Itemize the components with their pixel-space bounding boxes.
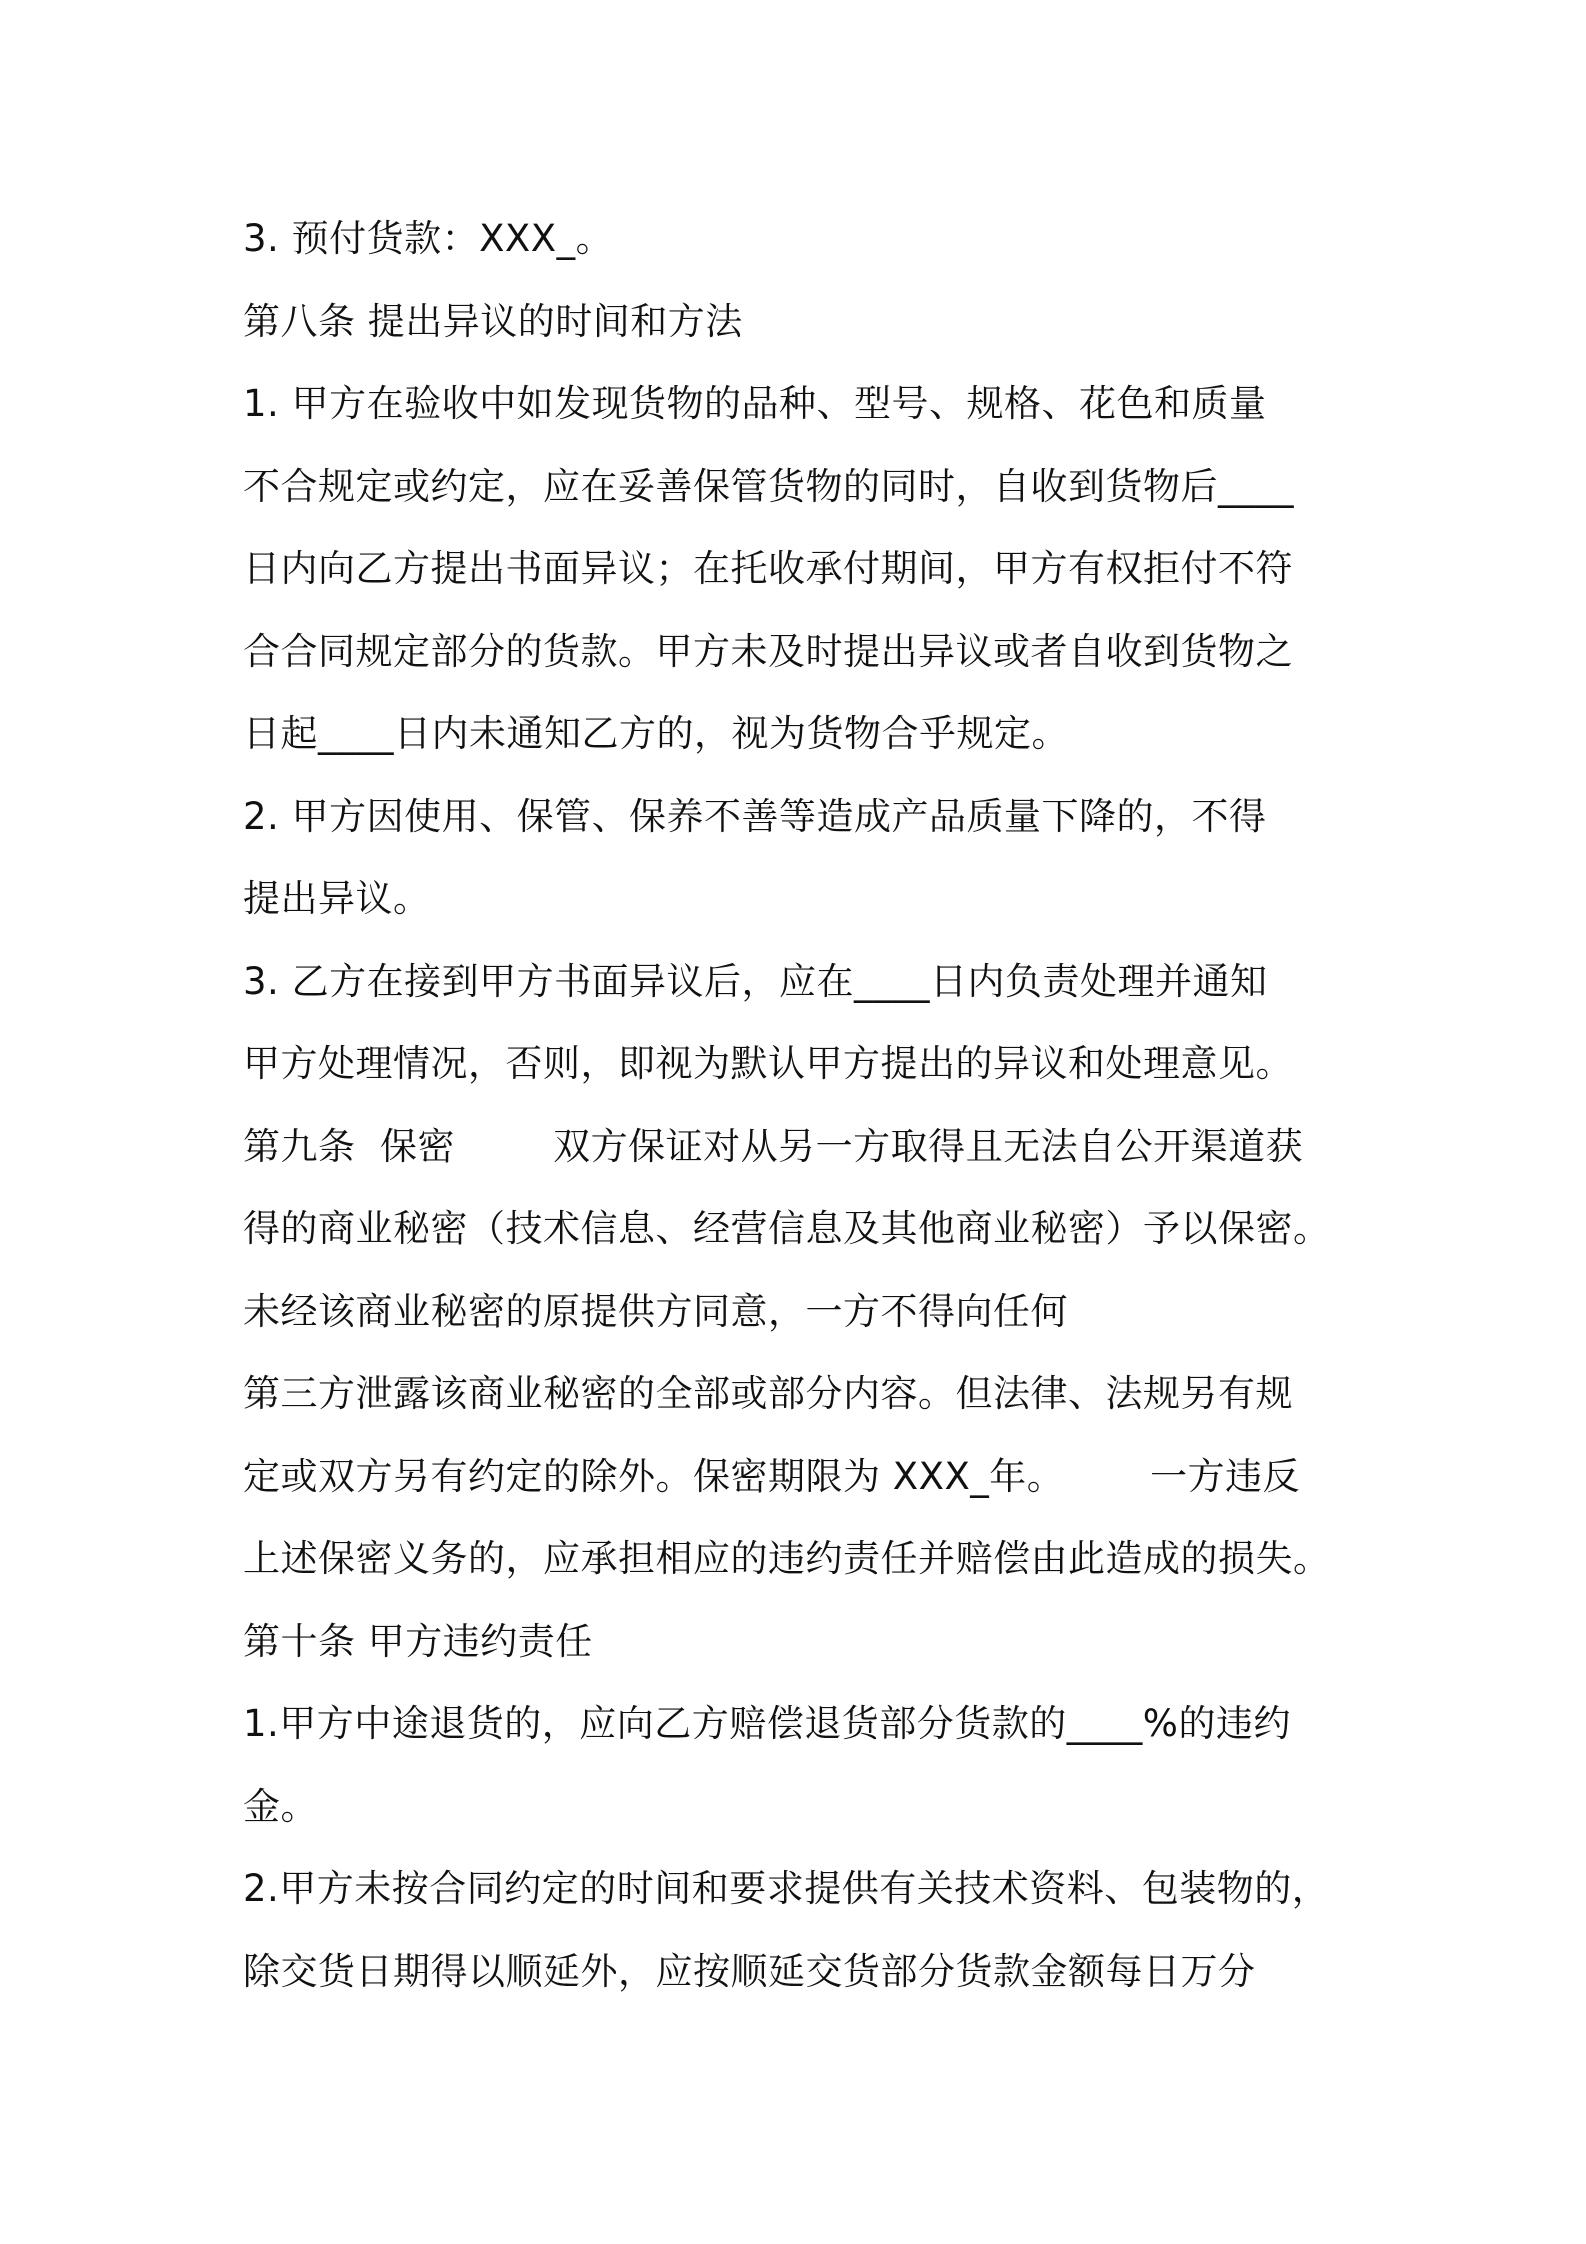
section-heading-10: 第十条 甲方违约责任	[243, 1619, 593, 1663]
text-line: 合合同规定部分的货款。甲方未及时提出异议或者自收到货物之	[243, 629, 1293, 673]
section-heading-8: 第八条 提出异议的时间和方法	[243, 299, 743, 343]
document-body	[243, 198, 1363, 2013]
text-line: 上述保密义务的，应承担相应的违约责任并赔偿由此造成的损失。	[243, 1537, 1331, 1580]
text-line: 2.甲方未按合同约定的时间和要求提供有关技术资料、包装物的，	[243, 1867, 1330, 1910]
text-line: 定或双方另有约定的除外。保密期限为 XXX_年。 一方违反	[243, 1454, 1301, 1498]
text-line: 提出异议。	[243, 877, 431, 920]
text-line: 3. 乙方在接到甲方书面异议后，应在____日内负责处理并通知	[243, 959, 1268, 1003]
text-line: 金。	[243, 1784, 318, 1828]
text-line: 得的商业秘密（技术信息、经营信息及其他商业秘密）予以保密。	[243, 1207, 1331, 1250]
text-line: 除交货日期得以顺延外，应按顺延交货部分货款金额每日万分	[243, 1949, 1256, 1993]
text-line: 日内向乙方提出书面异议；在托收承付期间，甲方有权拒付不符	[243, 547, 1293, 590]
text-line: 第三方泄露该商业秘密的全部或部分内容。但法律、法规另有规	[243, 1372, 1293, 1415]
text-line: 1. 甲方在验收中如发现货物的品种、型号、规格、花色和质量	[243, 382, 1267, 425]
text-line: 3. 预付货款：XXX_。	[243, 217, 614, 260]
text-line: 日起____日内未通知乙方的，视为货物合乎规定。	[243, 712, 1069, 755]
text-line: 2. 甲方因使用、保管、保养不善等造成产品质量下降的，不得	[243, 794, 1267, 838]
text-line: 未经该商业秘密的原提供方同意，一方不得向任何	[243, 1289, 1068, 1333]
text-line: 不合规定或约定，应在妥善保管货物的同时，自收到货物后____	[243, 464, 1294, 508]
text-line: 甲方处理情况，否则，即视为默认甲方提出的异议和处理意见。	[243, 1042, 1293, 1085]
text-line: 1.甲方中途退货的，应向乙方赔偿退货部分货款的____%的违约	[243, 1702, 1291, 1745]
section-heading-9: 第九条 保密 双方保证对从另一方取得且无法自公开渠道获	[243, 1124, 1304, 1168]
